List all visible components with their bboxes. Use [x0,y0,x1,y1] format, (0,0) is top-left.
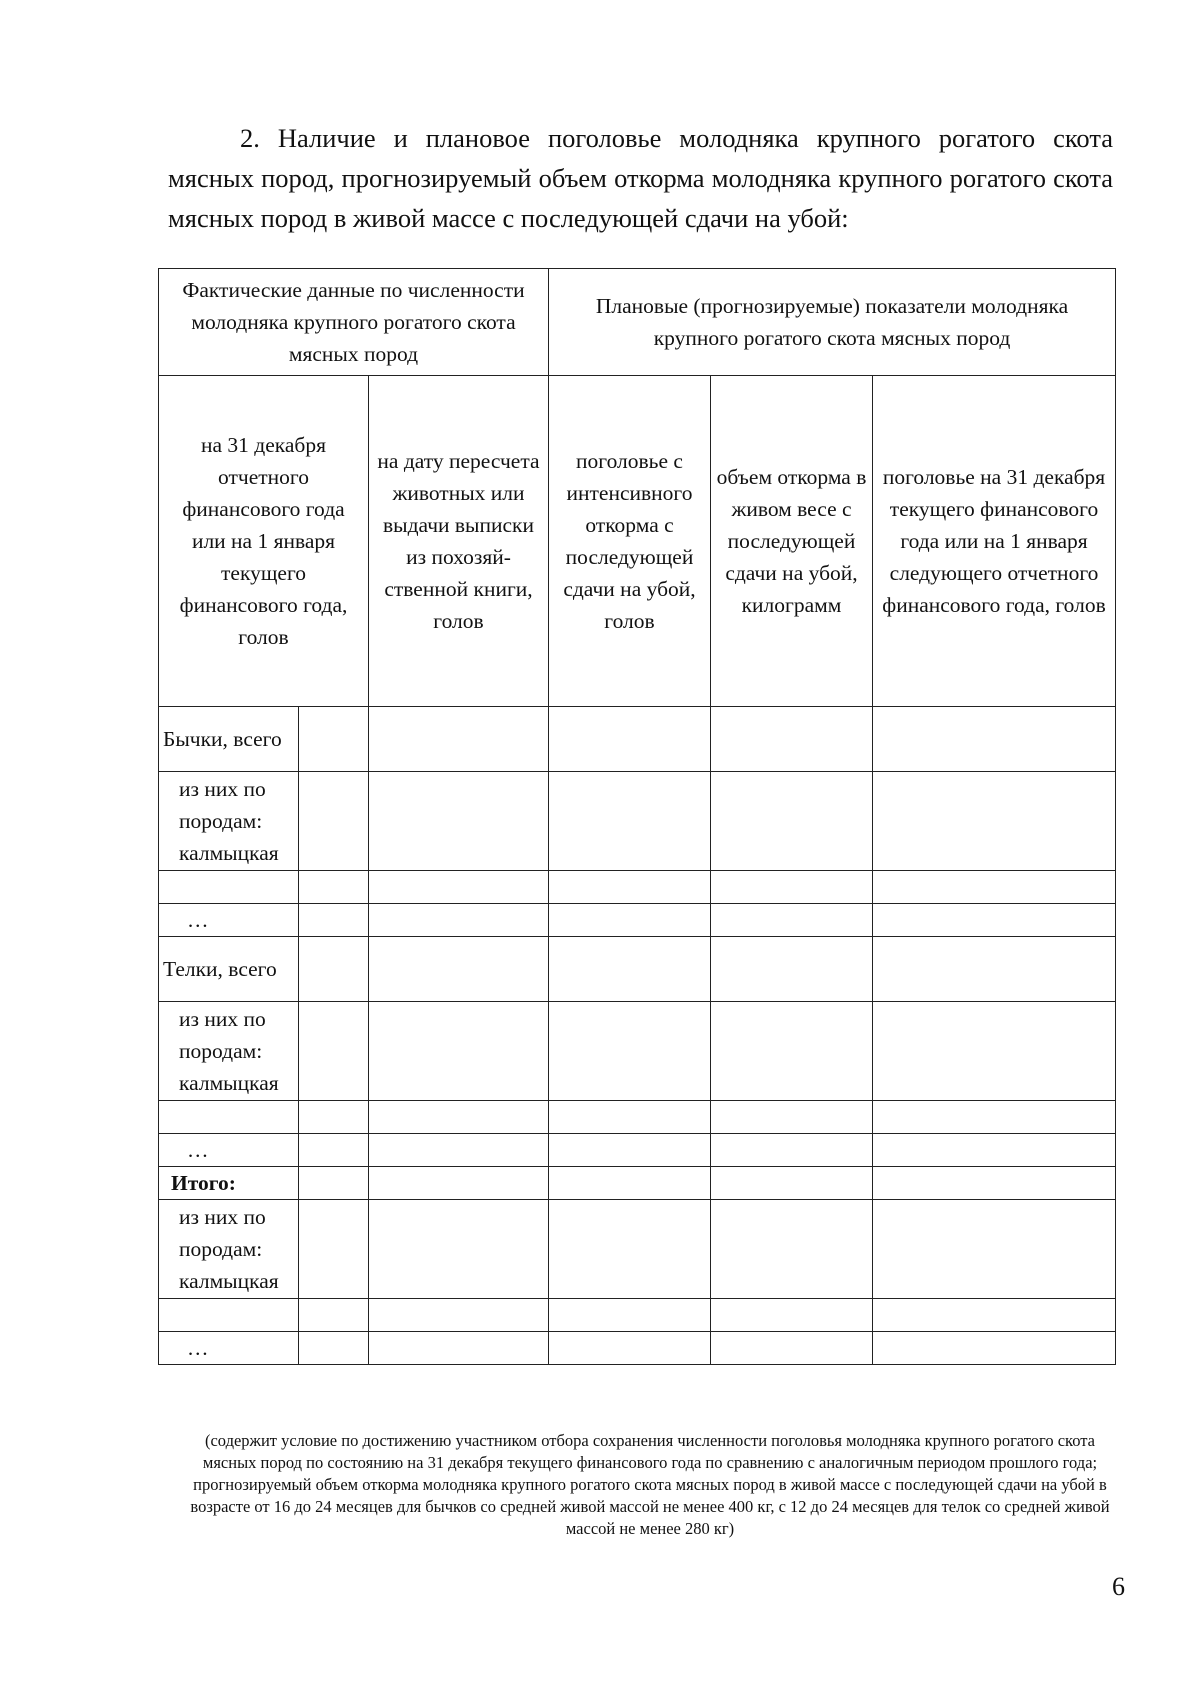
table-cell [299,1002,369,1101]
table-cell [873,1002,1116,1101]
table-row [159,1002,1116,1101]
table-cell [873,772,1116,871]
table-row [159,937,1116,1002]
table-cell [549,937,711,1002]
table-cell [549,871,711,904]
row-label: … [159,1134,299,1167]
table-cell [873,904,1116,937]
table-cell [873,937,1116,1002]
table-row [159,772,1116,871]
table-cell [369,772,549,871]
table-cell [711,1134,873,1167]
header-col-next-year-heads: поголовье на 31 декабря текущего финансового года или на 1 января следующего отчетного финансового года, голов [873,376,1116,707]
table-cell [549,1134,711,1167]
table-cell [369,707,549,772]
page-number: 6 [1112,1572,1125,1601]
table-cell [873,1167,1116,1200]
row-label [159,1101,299,1134]
row-label: из них по породам: калмыцкая [159,1200,299,1299]
table-cell [711,1332,873,1365]
table-cell [299,937,369,1002]
table-cell [369,1299,549,1332]
table-cell [873,871,1116,904]
header-planned-data: Плановые (прогнозируемые) показатели молодняка крупного рогатого скота мясных пород [549,269,1116,376]
section-heading: 2. Наличие и плановое поголовье молодняка крупного рогатого скота мясных пород, прогнозируемый объем откорма молодняка крупного рогатого скота мясных пород в живой массе с последующей сдачи на убой: [168,123,1113,233]
table-row [159,1167,1116,1200]
footnote: (содержит условие по достижению участником отбора сохранения численности поголовья молодняка крупного рогатого скота мясных пород по состоянию на 31 декабря текущего финансового года по сравнению с аналогичным периодом прошлого года; прогнозируемый объем откорма молодняка крупного рогатого скота мясных пород в живой массе с последующей сдачи на убой в возрасте от 16 до 24 месяцев для бычков со средней живой массой не менее 400 кг, с 12 до 24 месяцев для телок со средней живой массой не менее 280 кг) [190,1431,1110,1538]
table-cell [369,1134,549,1167]
table-cell [299,1101,369,1134]
table-cell [711,871,873,904]
row-label: из них по породам: калмыцкая [159,772,299,871]
table-cell [549,1299,711,1332]
table-cell [711,772,873,871]
table-cell [711,1002,873,1101]
table-cell [299,1332,369,1365]
table-row [159,1134,1116,1167]
table-cell [873,1332,1116,1365]
table-row [159,1332,1116,1365]
table-cell [711,904,873,937]
table-cell [549,1101,711,1134]
table-cell [711,1101,873,1134]
row-label: … [159,1332,299,1365]
table-cell [299,1299,369,1332]
table-cell [873,1134,1116,1167]
table-cell [873,1200,1116,1299]
table-cell [299,871,369,904]
table-cell [549,1002,711,1101]
table-cell [299,707,369,772]
table-cell [299,1200,369,1299]
table-cell [299,904,369,937]
header-col-fattening-weight: объем откорма в живом весе с последующей сдачи на убой, килограмм [711,376,873,707]
table-row [159,707,1116,772]
header-actual-data: Фактические данные по численности молодняка крупного рогатого скота мясных пород [159,269,549,376]
row-label: … [159,904,299,937]
table-cell [549,707,711,772]
table-cell [711,707,873,772]
table-cell [299,1134,369,1167]
table-cell [299,1167,369,1200]
table-cell [549,1200,711,1299]
row-label [159,871,299,904]
header-col-fattening-heads: поголовье с интенсивного откорма с последующей сдачи на убой, голов [549,376,711,707]
table-cell [873,1299,1116,1332]
header-col-recount-date: на дату пересчета животных или выдачи выписки из похозяй-ственной книги, голов [369,376,549,707]
table-cell [369,904,549,937]
table-cell [873,707,1116,772]
row-label: Бычки, всего [159,707,299,772]
table-cell [549,772,711,871]
row-label-total: Итого: [159,1167,299,1200]
table-cell [369,937,549,1002]
table-row [159,1299,1116,1332]
header-col-dec31: на 31 декабря отчетного финансового года или на 1 января текущего финансового года, голов [159,376,369,707]
row-label: из них по породам: калмыцкая [159,1002,299,1101]
row-label [159,1299,299,1332]
livestock-table [158,268,1116,1365]
table-cell [369,1200,549,1299]
table-cell [873,1101,1116,1134]
table-cell [711,937,873,1002]
table-row [159,904,1116,937]
table-row [159,871,1116,904]
table-cell [369,1167,549,1200]
table-cell [369,1101,549,1134]
table-cell [369,1002,549,1101]
table-cell [369,1332,549,1365]
table-row [159,1200,1116,1299]
table-cell [549,1332,711,1365]
table-cell [711,1299,873,1332]
table-cell [369,871,549,904]
row-label: Телки, всего [159,937,299,1002]
table-cell [549,1167,711,1200]
table-cell [711,1200,873,1299]
table-cell [549,904,711,937]
table-row [159,1101,1116,1134]
table-cell [299,772,369,871]
table-cell [711,1167,873,1200]
